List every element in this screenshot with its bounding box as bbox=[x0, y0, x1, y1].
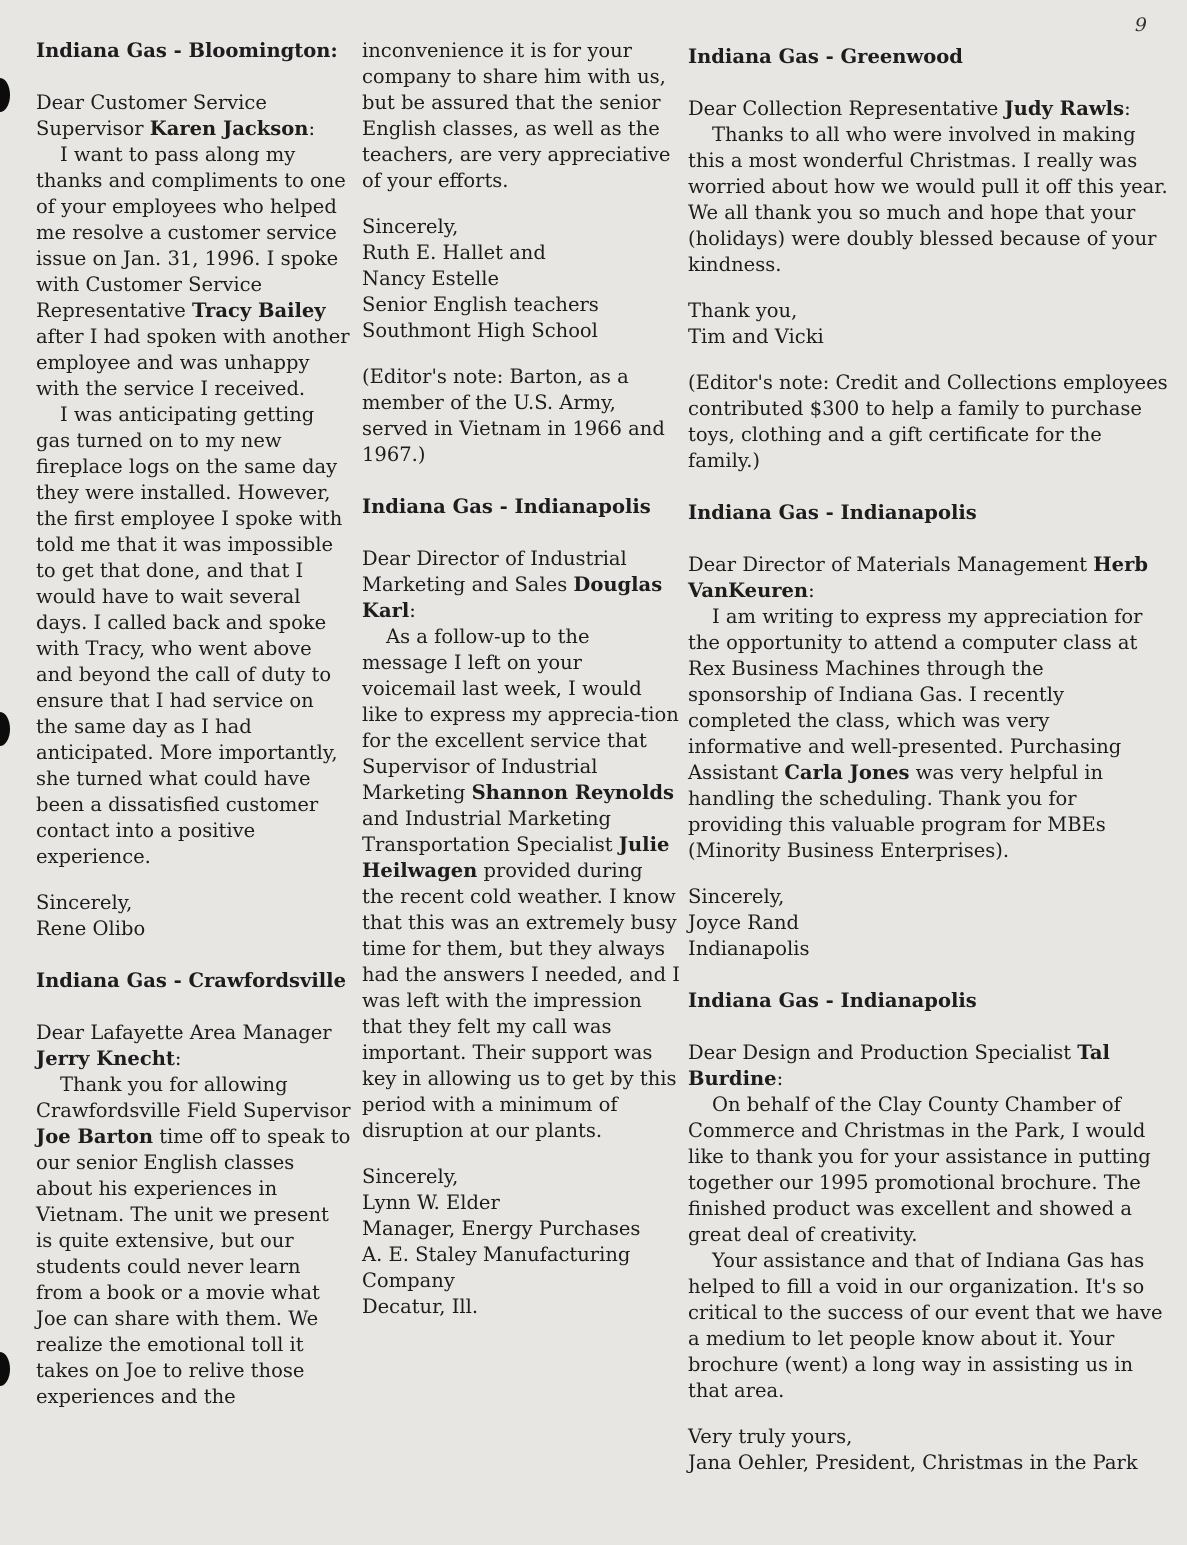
signature: Jana Oehler, President, Christmas in the Park bbox=[688, 1451, 1138, 1474]
editor-note: (Editor's note: Credit and Collections employees contributed $300 to help a family to purchase toys, clothing and a gift certificate for the family.) bbox=[688, 371, 1168, 472]
column-1 bbox=[36, 38, 351, 1410]
letter-heading: Indiana Gas - Indianapolis bbox=[688, 989, 977, 1012]
letter-paragraph: I am writing to express my appreciation for the opportunity to attend a computer class at Rex Business Machines through the sponsorship of Indiana Gas. I recently completed the class, which was very informative and well-presented. Purchasing Assistant Carla Jones was very helpful in handling the scheduling. Thank you for providing this valuable program for MBEs (Minority Business Enterprises). bbox=[688, 605, 1143, 862]
salutation: Dear Customer Service Supervisor Karen Jackson: bbox=[36, 91, 316, 140]
salutation: Dear Lafayette Area Manager Jerry Knecht: bbox=[36, 1021, 332, 1070]
letter-paragraph: I was anticipating getting gas turned on to my new fireplace logs on the same day they were installed. However, the first employee I spoke with told me that it was impossible to get that done, and that I would have to wait several days. I called back and spoke with Tracy, who went above and beyond the call of duty to ensure that I had service on the same day as I had anticipated. More importantly, she turned what could have been a dissatisfied customer contact into a positive experience. bbox=[36, 403, 343, 868]
letter-paragraph: Your assistance and that of Indiana Gas has helped to fill a void in our organization. It's so critical to the success of our event that we have a medium to let people know about it. Your brochure (went) a long way in assisting us in that area. bbox=[688, 1249, 1163, 1402]
binder-hole bbox=[0, 712, 10, 746]
letter-paragraph: I want to pass along my thanks and compliments to one of your employees who helped me resolve a customer service issue on Jan. 31, 1996. I spoke with Customer Service Representative Tracy Bailey after I had spoken with another employee and was unhappy with the service I received. bbox=[36, 143, 350, 400]
column-2 bbox=[362, 38, 680, 1320]
letter-paragraph: inconvenience it is for your company to share him with us, but be assured that the senior English classes, as well as the teachers, are very appreciative of your efforts. bbox=[362, 39, 671, 192]
closing: Very truly yours, bbox=[688, 1425, 853, 1448]
closing: Sincerely, bbox=[36, 891, 133, 914]
column-3 bbox=[688, 44, 1168, 1476]
binder-hole bbox=[0, 78, 10, 112]
signature: Tim and Vicki bbox=[688, 325, 824, 348]
letter-heading: Indiana Gas - Indianapolis bbox=[362, 495, 651, 518]
page-number: 9 bbox=[1134, 14, 1147, 36]
signature: Rene Olibo bbox=[36, 917, 146, 940]
salutation: Dear Director of Materials Management Herb VanKeuren: bbox=[688, 553, 1148, 602]
closing: Sincerely, bbox=[362, 1165, 459, 1188]
salutation: Dear Design and Production Specialist Tal Burdine: bbox=[688, 1041, 1110, 1090]
closing: Sincerely, bbox=[688, 885, 785, 908]
editor-note: (Editor's note: Barton, as a member of the U.S. Army, served in Vietnam in 1966 and 1967.) bbox=[362, 365, 665, 466]
letter-heading: Indiana Gas - Bloomington: bbox=[36, 39, 338, 62]
binder-hole bbox=[0, 1352, 10, 1386]
letter-heading: Indiana Gas - Indianapolis bbox=[688, 501, 977, 524]
closing: Thank you, bbox=[688, 299, 798, 322]
closing: Sincerely, bbox=[362, 215, 459, 238]
signature: Joyce Rand Indianapolis bbox=[688, 911, 810, 960]
letter-heading: Indiana Gas - Greenwood bbox=[688, 45, 963, 68]
letter-paragraph: As a follow-up to the message I left on your voicemail last week, I would like to express my apprecia-tion for the excellent service that Supervisor of Industrial Marketing Shannon Reynolds and Industrial Marketing Transportation Specialist Julie Heilwagen provided during the recent cold weather. I know that this was an extremely busy time for them, but they always had the answers I needed, and I was left with the impression that they felt my call was important. Their support was key in allowing us to get by this period with a minimum of disruption at our plants. bbox=[362, 625, 680, 1142]
letter-paragraph: Thanks to all who were involved in making this a most wonderful Christmas. I really was worried about how we would pull it off this year. We all thank you so much and hope that your (holidays) were doubly blessed because of your kindness. bbox=[688, 123, 1168, 276]
salutation: Dear Collection Representative Judy Rawls: bbox=[688, 97, 1131, 120]
letter-heading: Indiana Gas - Crawfordsville bbox=[36, 969, 346, 992]
salutation: Dear Director of Industrial Marketing and Sales Douglas Karl: bbox=[362, 547, 663, 622]
letter-paragraph: Thank you for allowing Crawfordsville Field Supervisor Joe Barton time off to speak to our senior English classes about his experiences in Vietnam. The unit we present is quite extensive, but our students could never learn from a book or a movie what Joe can share with them. We realize the emotional toll it takes on Joe to relive those experiences and the bbox=[36, 1073, 351, 1408]
signature: Ruth E. Hallet and Nancy Estelle Senior English teachers Southmont High School bbox=[362, 241, 599, 342]
letter-paragraph: On behalf of the Clay County Chamber of Commerce and Christmas in the Park, I would like to thank you for your assistance in putting together our 1995 promotional brochure. The finished product was excellent and showed a great deal of creativity. bbox=[688, 1093, 1151, 1246]
signature: Lynn W. Elder Manager, Energy Purchases A. E. Staley Manufacturing Company Decatur, Ill. bbox=[362, 1191, 641, 1318]
